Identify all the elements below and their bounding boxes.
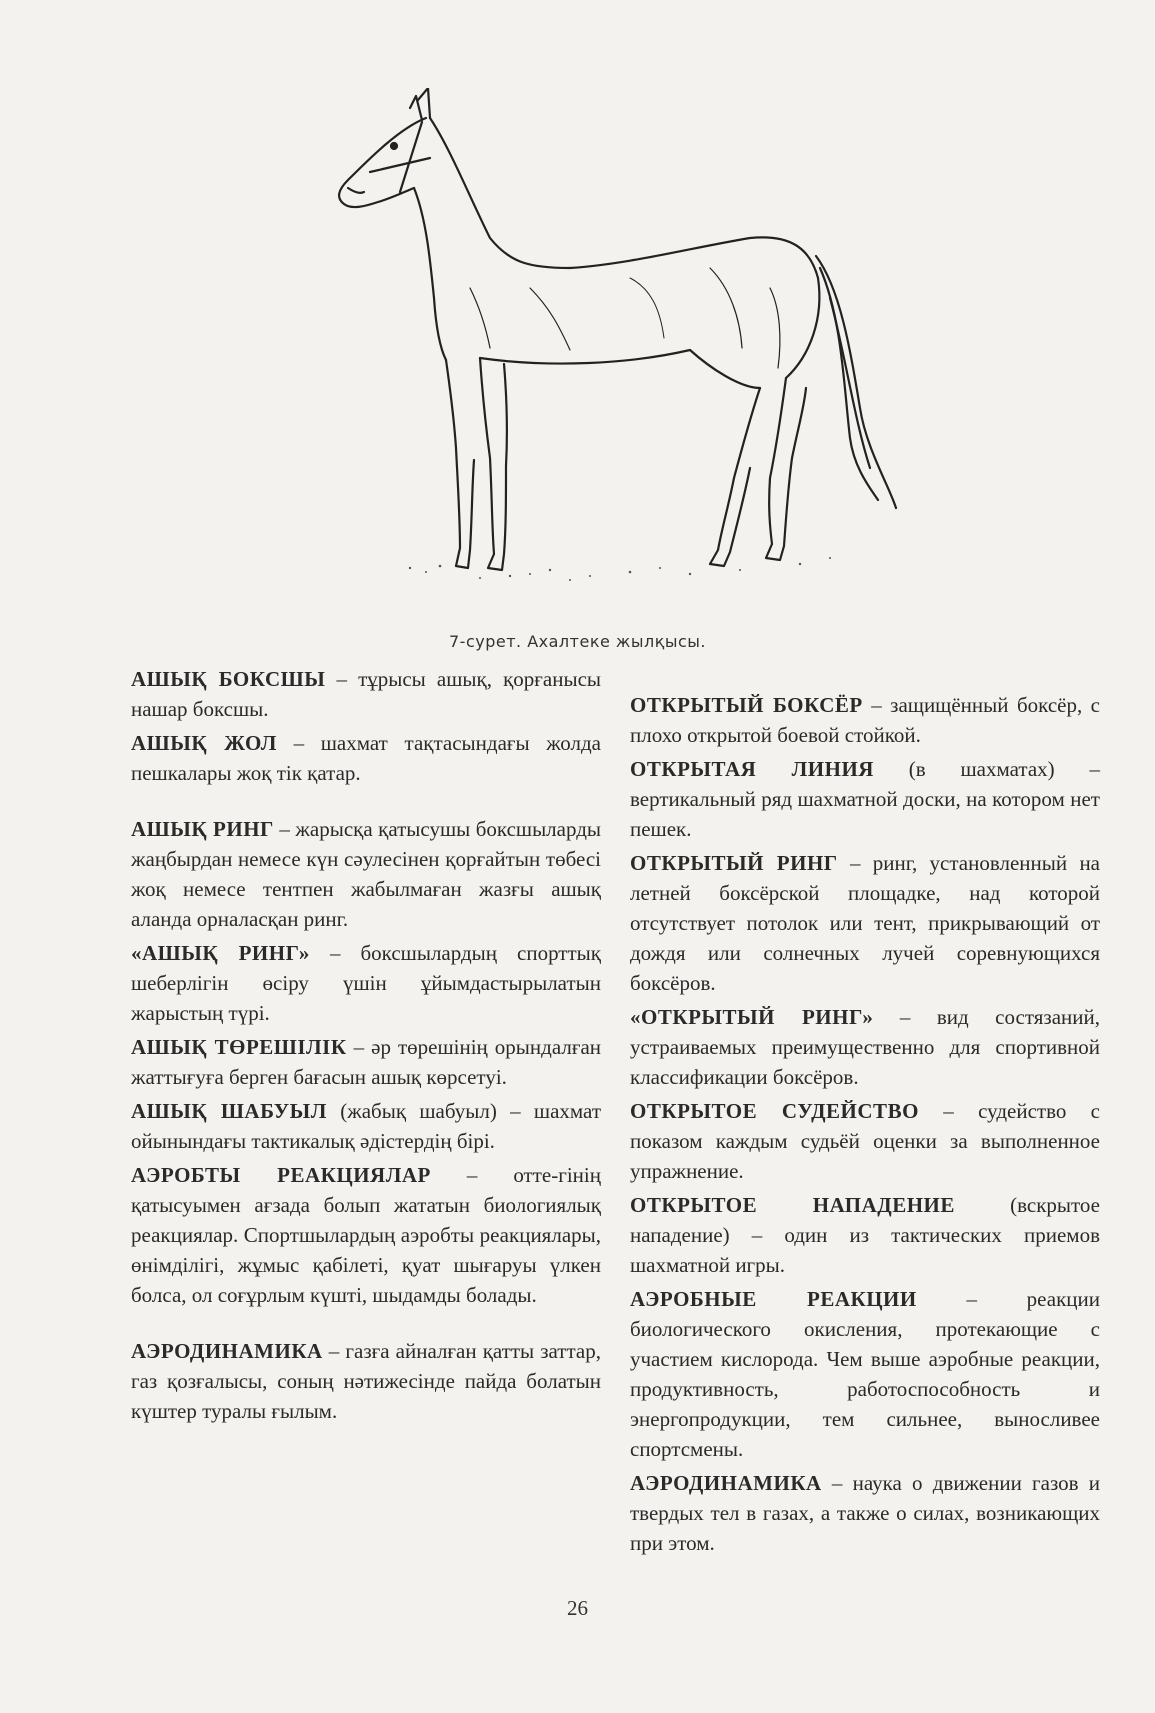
entry-definition: – наука о движении газов и твердых тел в газах, а также о силах, возникающих при этом. xyxy=(630,1471,1100,1555)
entry xyxy=(630,1468,1100,1558)
entry xyxy=(630,690,1100,750)
entry-term: ОТКРЫТОЕ НАПАДЕНИЕ xyxy=(630,1193,955,1217)
entry-definition: – защищённый боксёр, с плохо открытой боевой стойкой. xyxy=(630,693,1101,747)
entry-definition: – судейство с показом каждым судьёй оценки за выполненное упражнение. xyxy=(630,1099,1100,1183)
entry xyxy=(131,938,601,1028)
entry-definition: – жарысқа қатысушы боксшыларды жаңбырдан немесе күн сәулесінен қорғайтын төбесі жоқ немесе тентпен жабылмаған жазғы ашық аланда орналасқан ринг. xyxy=(131,817,602,931)
entry-term: ОТКРЫТОЕ СУДЕЙСТВО xyxy=(630,1099,919,1123)
entry-definition: – тұрысы ашық, қорғанысы нашар боксшы. xyxy=(131,667,602,721)
entry-definition: – шахмат тақтасындағы жолда пешкалары жоқ тік қатар. xyxy=(131,731,601,785)
entry-definition: (жабық шабуыл) – шахмат ойынындағы тактикалық әдістердің бірі. xyxy=(131,1099,601,1153)
right-column xyxy=(630,690,1100,1562)
entry xyxy=(630,754,1100,844)
entry-term: АШЫҚ ТӨРЕШІЛІК xyxy=(131,1035,347,1059)
entry xyxy=(131,728,601,788)
entry xyxy=(131,814,601,934)
entry xyxy=(131,1096,601,1156)
entry-definition: – ринг, установленный на летней боксёрской площадке, над которой отсутствует потолок или тент, прикрывающий от дождя или солнечных лучей соревнующихся боксёров. xyxy=(630,851,1101,995)
entry-term: АЭРОБТЫ РЕАКЦИЯЛАР xyxy=(131,1163,431,1187)
entry-definition: – боксшылардың спорттық шеберлігін өсіру үшін ұйымдастырылатын жарыстың түрі. xyxy=(131,941,601,1025)
entry-term: АШЫҚ ЖОЛ xyxy=(131,731,277,755)
entry xyxy=(630,1190,1100,1280)
entry-definition: – реакции биологического окисления, протекающие с участием кислорода. Чем выше аэробные реакции, продуктивность, работоспособность и энергопродукции, тем сильнее, выносливее спортсмены. xyxy=(630,1287,1100,1461)
entry-definition: (в шахматах) – вертикальный ряд шахматной доски, на котором нет пешек. xyxy=(630,757,1100,841)
entry-term: АЭРОДИНАМИКА xyxy=(131,1339,323,1363)
entry-term: АЭРОДИНАМИКА xyxy=(630,1471,822,1495)
figure-caption: 7-сурет. Ахалтеке жылқысы. xyxy=(449,632,706,651)
entry-term: ОТКРЫТАЯ ЛИНИЯ xyxy=(630,757,874,781)
page-number: 26 xyxy=(567,1596,588,1620)
entry xyxy=(630,1284,1100,1464)
entry xyxy=(131,1336,601,1426)
entry-term: ОТКРЫТЫЙ БОКСЁР xyxy=(630,693,863,717)
left-column xyxy=(131,664,601,1430)
entry xyxy=(630,1096,1100,1186)
entry-term: АШЫҚ БОКСШЫ xyxy=(131,667,326,691)
entry-definition: (вскрытое нападение) – один из тактических приемов шахматной игры. xyxy=(630,1193,1100,1277)
entry-definition: – газға айналған қатты заттар, газ қозғалысы, соның нәтижесінде пайда болатын күштер туралы ғылым. xyxy=(131,1339,601,1423)
entry xyxy=(630,848,1100,998)
entry xyxy=(630,1002,1100,1092)
entry-definition: – отте-гінің қатысуымен ағзада болып жататын биологиялық реакциялар. Спортшылардың аэробты реакциялары, өнімділігі, жұмыс қабілеті, қуат шығаруы үлкен болса, ол сoғұрлым күшті, шыдамды болады. xyxy=(131,1163,601,1307)
horse-illustration xyxy=(330,88,920,636)
entry-definition: – вид состязаний, устраиваемых преимущественно для спортивной классификации боксёров. xyxy=(630,1005,1100,1089)
entry-term: «АШЫҚ РИНГ» xyxy=(131,941,310,965)
entry-term: АЭРОБНЫЕ РЕАКЦИИ xyxy=(630,1287,917,1311)
entry-definition: – әр төрешінің орындалған жаттығуға берген бағасын ашық көрсетуі. xyxy=(131,1035,601,1089)
entry-term: АШЫҚ ШАБУЫЛ xyxy=(131,1099,327,1123)
entry xyxy=(131,1032,601,1092)
entry xyxy=(131,1160,601,1310)
entry-term: «ОТКРЫТЫЙ РИНГ» xyxy=(630,1005,874,1029)
entry-term: ОТКРЫТЫЙ РИНГ xyxy=(630,851,838,875)
entry xyxy=(131,664,601,724)
entry-term: АШЫҚ РИНГ xyxy=(131,817,274,841)
